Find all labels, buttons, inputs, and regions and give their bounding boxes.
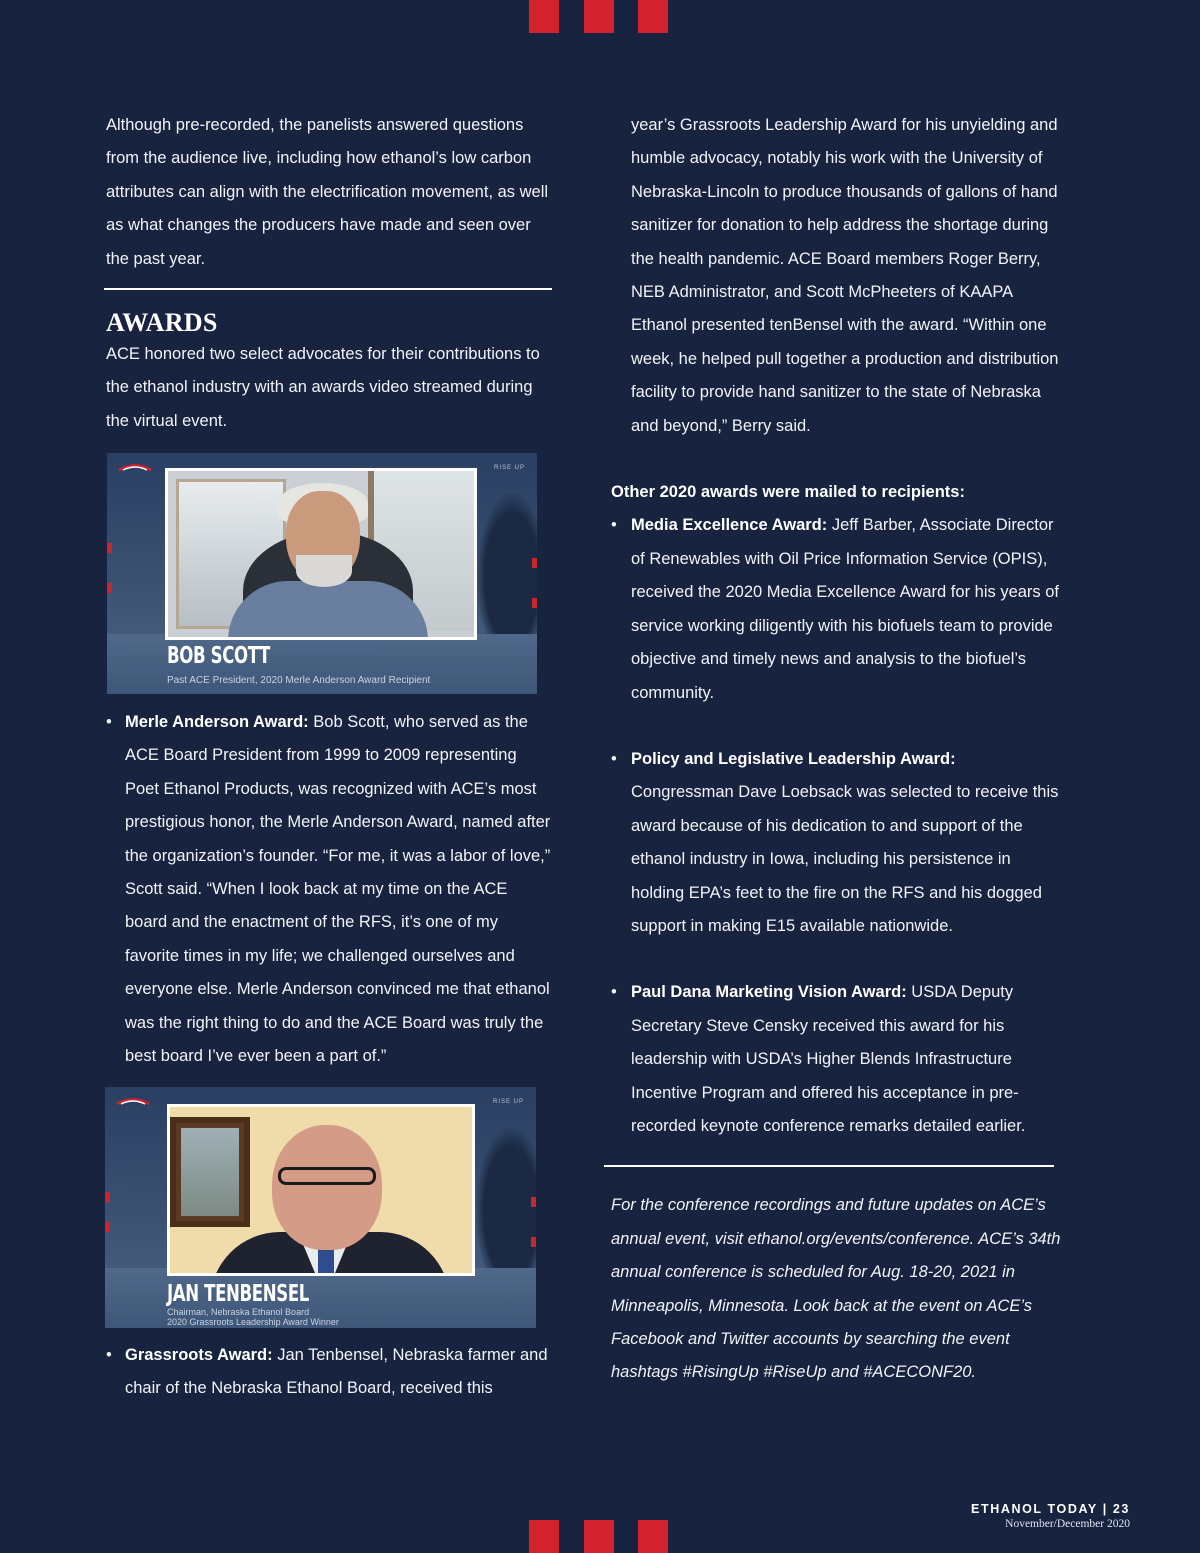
bottom-decor-bar-2 — [584, 1520, 614, 1553]
jan-tenbensel-name: JAN TENBENSEL — [167, 1281, 309, 1307]
grassroots-award-item — [106, 1339, 551, 1406]
bob-scott-caption: Past ACE President, 2020 Merle Anderson Award Recipient — [167, 675, 431, 686]
bob-scott-video — [165, 468, 477, 640]
merle-award-text: Bob Scott, who served as the ACE Board President from 1999 to 2009 representing Poet Ethanol Products, was recognized with ACE’s most prestigious honor, the Merle Anderson Award, named after the organization’s founder. “For me, it was a labor of love,” Scott said. “When I look back at my time on the ACE board and the enactment of the RFS, it’s one of my favorite times in my life; we challenged ourselves and everyone else. Merle Anderson convinced me that ethanol was the right thing to do and the ACE Board was truly the best board I’ve ever been a part of.” — [125, 713, 551, 1066]
marketing-vision-label: Paul Dana Marketing Vision Award: — [631, 983, 907, 1002]
bob-scott-name: BOB SCOTT — [167, 643, 270, 669]
footer-publication-page: ETHANOL TODAY | 23 — [971, 1502, 1130, 1516]
bullet: • — [611, 983, 617, 1002]
person-glasses — [278, 1167, 376, 1185]
top-decor-bar-1 — [529, 0, 559, 33]
section-divider — [604, 1165, 1054, 1167]
policy-leadership-text: Congressman Dave Loebsack was selected to receive this award because of his dedication to and support of the ethanol industry in Iowa, including his persistence in holding EPA’s feet to the fire on the RFS and his dogged support in making E15 available nationwide. — [631, 783, 1059, 935]
jan-tenbensel-video-still — [105, 1087, 536, 1328]
red-mark — [105, 1222, 110, 1232]
jan-tenbensel-video — [167, 1104, 475, 1276]
bullet: • — [106, 1346, 112, 1364]
awards-heading: AWARDS — [106, 308, 218, 338]
left-column — [106, 109, 556, 438]
section-divider — [104, 288, 552, 290]
media-excellence-label: Media Excellence Award: — [631, 516, 828, 535]
jan-tenbensel-caption-line2: 2020 Grassroots Leadership Award Winner — [167, 1317, 339, 1327]
ethanol-logo-icon — [115, 461, 155, 475]
closing-paragraph: For the conference recordings and future updates on ACE’s annual event, visit ethanol.org/events/conference. ACE’s 34th annual conference is scheduled for Aug. 18-20, 2021 in Minneapolis, Minnesota. Look back at the event on ACE’s Facebook and Twitter accounts by searching the event hashtags #RisingUp #RiseUp and #ACECONF20. — [611, 1196, 1061, 1382]
marketing-vision-item — [611, 976, 1061, 1143]
grassroots-award-block — [106, 1339, 551, 1406]
person-head — [272, 1125, 382, 1250]
rise-up-tag: RISE UP — [492, 1099, 524, 1105]
person-body — [228, 581, 428, 640]
ethanol-logo-icon — [113, 1095, 153, 1109]
intro-paragraph: Although pre-recorded, the panelists answered questions from the audience live, including how ethanol’s low carbon attributes can align with the electrification movement, as well as what changes the producers have made and seen over the past year. — [106, 116, 549, 268]
wall-painting — [170, 1117, 250, 1227]
red-mark — [531, 1237, 536, 1247]
red-mark — [107, 543, 112, 553]
bob-scott-video-still — [107, 453, 537, 694]
bottom-decor-bar-1 — [529, 1520, 559, 1553]
grassroots-continuation: year’s Grassroots Leadership Award for his unyielding and humble advocacy, notably his work with the University of Nebraska-Lincoln to produce thousands of gallons of hand sanitizer for donation to help address the shortage during the health pandemic. ACE Board members Roger Berry, NEB Administrator, and Scott McPheeters of KAAPA Ethanol presented tenBensel with the award. “Within one week, he helped pull together a production and distribution facility to provide hand sanitizer to the state of Nebraska and beyond,” Berry said. — [631, 116, 1059, 435]
policy-leadership-label: Policy and Legislative Leadership Award: — [631, 749, 956, 768]
merle-award-label: Merle Anderson Award: — [125, 713, 309, 731]
bullet: • — [611, 516, 617, 535]
rise-up-tag: RISE UP — [493, 465, 525, 471]
merle-award-block — [106, 706, 551, 1073]
red-mark — [531, 1197, 536, 1207]
jan-tenbensel-caption-line1: Chairman, Nebraska Ethanol Board — [167, 1307, 310, 1317]
person-beard — [296, 555, 352, 587]
red-mark — [532, 558, 537, 568]
top-decor-bar-2 — [584, 0, 614, 33]
media-excellence-text: Jeff Barber, Associate Director of Renewables with Oil Price Information Service (OPIS), received the 2020 Media Excellence Award for his years of service working diligently with his biofuels team to provide objective and timely news and analysis to the biofuel’s community. — [631, 516, 1060, 702]
marketing-vision-text: USDA Deputy Secretary Steve Censky received this award for his leadership with USDA’s Higher Blends Infrastructure Incentive Program and offered his acceptance in pre-recorded keynote conference remarks detailed earlier. — [631, 983, 1026, 1135]
right-column — [611, 109, 1061, 1390]
bullet: • — [611, 749, 617, 768]
red-mark — [532, 598, 537, 608]
person-tie — [318, 1247, 334, 1276]
awards-intro-paragraph: ACE honored two select advocates for their contributions to the ethanol industry with an awards video streamed during the virtual event. — [106, 345, 540, 430]
media-excellence-item — [611, 509, 1061, 709]
footer-issue-date: November/December 2020 — [1005, 1518, 1130, 1530]
bullet: • — [106, 713, 112, 731]
top-decor-bar-3 — [638, 0, 668, 33]
other-awards-heading: Other 2020 awards were mailed to recipients: — [611, 483, 965, 502]
red-mark — [105, 1192, 110, 1202]
red-mark — [107, 583, 112, 593]
policy-leadership-item — [611, 743, 1061, 943]
grassroots-award-text: Jan Tenbensel, Nebraska farmer and chair of the Nebraska Ethanol Board, received this — [125, 1346, 548, 1398]
grassroots-award-label: Grassroots Award: — [125, 1346, 273, 1364]
merle-award-item — [106, 706, 551, 1073]
bottom-decor-bar-3 — [638, 1520, 668, 1553]
